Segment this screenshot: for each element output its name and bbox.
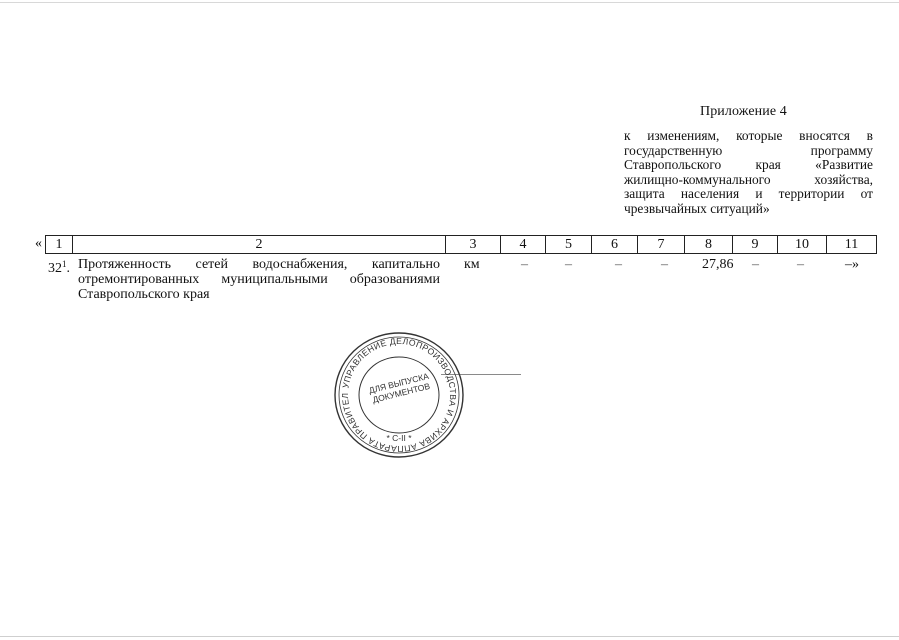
- header-cell-5: 5: [546, 236, 592, 254]
- row-number-superscript: 1: [62, 259, 67, 269]
- row-value-col7: –: [661, 257, 668, 272]
- header-cell-9: 9: [733, 236, 778, 254]
- row-value-col9: –: [752, 257, 759, 272]
- row-number: [48, 257, 70, 276]
- row-value-col4: –: [521, 257, 528, 272]
- header-cell-1: 1: [46, 236, 73, 254]
- scan-edge-bottom: [0, 636, 899, 637]
- header-cell-6: 6: [592, 236, 638, 254]
- official-stamp: [329, 330, 469, 460]
- header-cell-7: 7: [638, 236, 685, 254]
- row-value-col11: –»: [845, 257, 859, 272]
- appendix-description: к изменениям, которые вносятся в государственную программу Ставропольского края «Развитие жилищно-коммунального хозяйства, защита населения и территории от чрезвычайных ситуаций»: [624, 128, 873, 216]
- header-cell-11: 11: [827, 236, 877, 254]
- stamp-outer-text: УПРАВЛЕНИЕ ДЕЛОПРОИЗВОДСТВА И АРХИВА АППАРАТА ПРАВИТЕЛ: [339, 335, 459, 455]
- row-value-col8: 27,86: [702, 257, 734, 272]
- stamp-code: * С-II *: [386, 433, 412, 443]
- header-cell-2: 2: [73, 236, 446, 254]
- row-value-col5: –: [565, 257, 572, 272]
- scan-edge-top: [0, 2, 899, 3]
- header-cell-3: 3: [446, 236, 501, 254]
- row-indicator-name: Протяженность сетей водоснабжения, капитально отремонтированных муниципальными образованиями Ставропольского края: [78, 257, 440, 302]
- table-header-row: [45, 235, 877, 254]
- header-cell-4: 4: [501, 236, 546, 254]
- header-cell-8: 8: [685, 236, 733, 254]
- appendix-title: Приложение 4: [700, 104, 787, 119]
- table-row: [0, 254, 899, 314]
- table-open-quote: «: [35, 236, 42, 251]
- row-value-col6: –: [615, 257, 622, 272]
- row-number-suffix: .: [66, 261, 70, 276]
- row-unit: км: [464, 257, 480, 272]
- header-cell-10: 10: [778, 236, 827, 254]
- stamp-inner-text: ДЛЯ ВЫПУСКА ДОКУМЕНТОВ: [367, 370, 431, 405]
- row-number-main: 32: [48, 261, 62, 276]
- row-value-col10: –: [797, 257, 804, 272]
